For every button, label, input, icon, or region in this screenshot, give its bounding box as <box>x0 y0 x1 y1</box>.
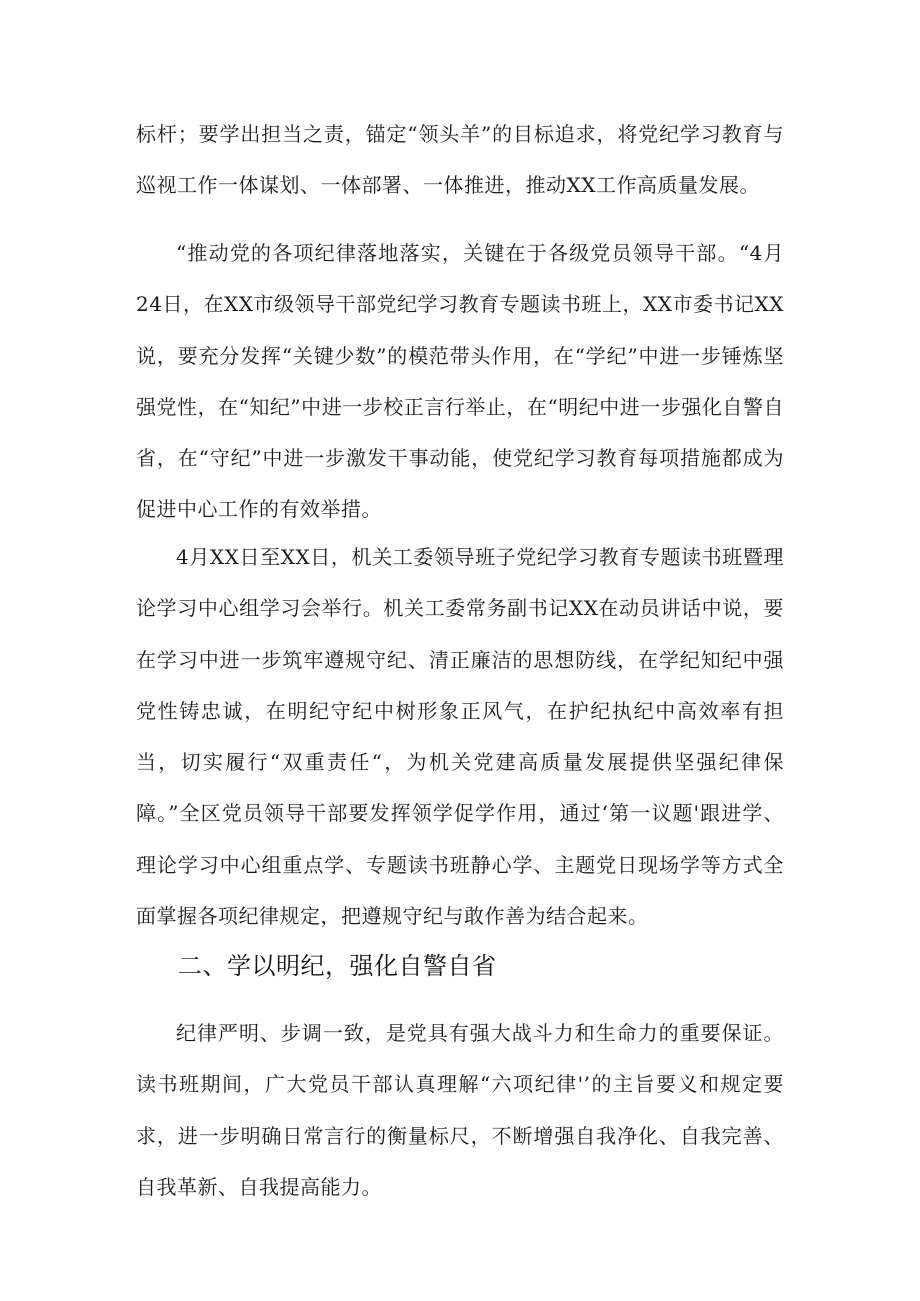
paragraph-work-committee-meeting: 4月XX日至XX日，机关工委领导班子党纪学习教育专题读书班暨理论学习中心组学习会举行。机关工委常务副书记XX在动员讲话中说，要在学习中进一步筑牢遵规守纪、清正廉洁的思想防线，在学纪知纪中强党性铸忠诚，在明纪守纪中树形象正风气，在护纪执纪中高效率有担当，切实履行“双重责任“，为机关党建高质量发展提供坚强纪律保障。”全区党员领导干部要发挥领学促学作用，通过‘第一议题'跟进学、理论学习中心组重点学、专题读书班静心学、主题党日现场学等方式全面掌握各项纪律规定，把遵规守纪与敢作善为结合起来。 <box>136 545 784 929</box>
paragraph-leaders-reading-class: “推动党的各项纪律落地落实，关键在于各级党员领导干部。“4月24日，在XX市级领导干部党纪学习教育专题读书班上，XX市委书记XX说，要充分发挥“关键少数”的模范带头作用，在“学纪”中进一步锤炼坚强党性，在“知纪”中进一步校正言行举止，在“明纪中进一步强化自警自省，在“守纪”中进一步激发干事动能，使党纪学习教育每项措施都成为促进中心工作的有效举措。 <box>136 241 784 522</box>
section-heading: 二、学以明纪，强化自警自省 <box>178 952 497 980</box>
paragraph-discipline: 纪律严明、步调一致，是党具有强大战斗力和生命力的重要保证。读书班期间，广大党员干部认真理解“六项纪律'’的主旨要义和规定要求，进一步明确日常言行的衡量标尺，不断增强自我净化、自我完善、自我革新、自我提高能力。 <box>136 1021 784 1199</box>
paragraph-continued: 标杆；要学出担当之责，锚定“领头羊”的目标追求，将党纪学习教育与巡视工作一体谋划、一体部署、一体推进，推动XX工作高质量发展。 <box>136 122 784 198</box>
